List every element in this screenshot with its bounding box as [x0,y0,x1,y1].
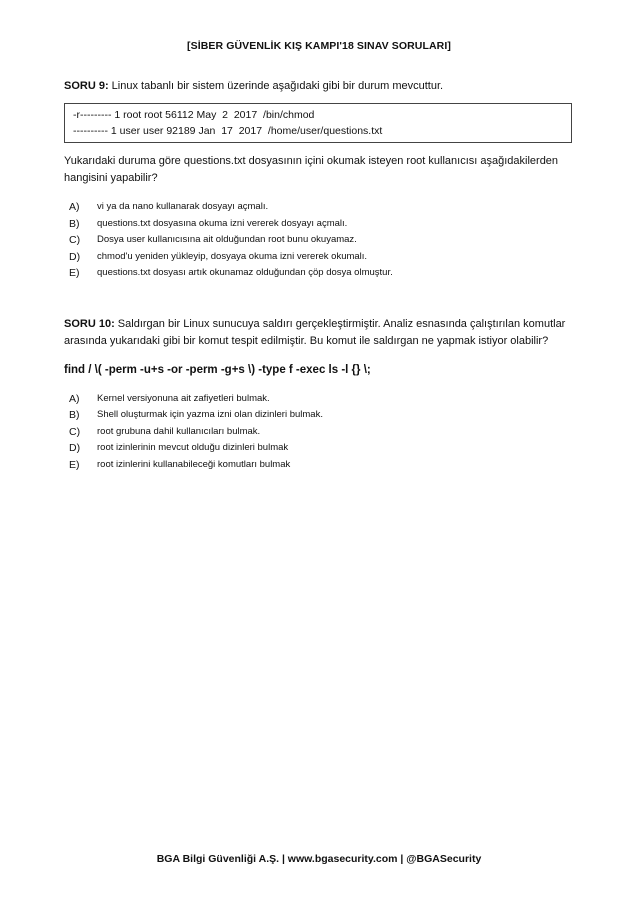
option-text: root izinlerini kullanabileceği komutları bulmak [97,458,291,470]
question-9-options [64,199,574,282]
option-letter: C) [69,234,81,246]
page-footer: BGA Bilgi Güvenliği A.Ş. | www.bgasecurity.com | @BGASecurity [156,853,482,865]
option-e [69,457,574,474]
question-9-text: Yukarıdaki duruma göre questions.txt dosyasının içini okumak isteyen root kullanıcısı aşağıdakilerden hangisini yapabilir? [64,155,559,184]
question-10-options [64,391,574,474]
option-b [69,407,574,424]
option-text: questions.txt dosyasına okuma izni vererek dosyayı açmalı. [97,217,348,229]
option-letter: D) [69,442,81,454]
code-line: -r--------- 1 root root 56112 May 2 2017 /bin/chmod [73,109,315,121]
option-letter: E) [69,267,80,279]
option-c [69,232,574,249]
code-line: ---------- 1 user user 92189 Jan 17 2017 /home/user/questions.txt [73,125,383,137]
option-a [69,199,574,216]
option-text: root izinlerinin mevcut olduğu dizinleri bulmak [97,442,289,453]
command-text: find / \( -perm -u+s -or -perm -g+s \) -type f -exec ls -l {} \; [64,363,371,376]
question-10-text: Saldırgan bir Linux sunucuya saldırı gerçekleştirmiştir. Analiz esnasında çalıştırılan komutlar arasında yukarıdaki gibi bir komut tespit edilmiştir. Bu komut ile saldırgan ne yapmak istiyor olabilir? [64,317,566,347]
option-text: vi ya da nano kullanarak dosyayı açmalı. [97,201,269,212]
option-text: root grubuna dahil kullanıcıları bulmak. [97,425,261,437]
option-d [69,249,574,266]
question-10 [64,316,574,350]
page-header: [SİBER GÜVENLİK KIŞ KAMPI'18 SINAV SORULARI] [187,40,451,52]
option-letter: D) [69,250,81,263]
question-10-label: SORU 10: [64,317,115,330]
option-text: Dosya user kullanıcısına ait olduğundan root bunu okuyamaz. [97,234,357,245]
question-9-intro: Linux tabanlı bir sistem üzerinde aşağıdaki gibi bir durum mevcuttur. [108,80,444,92]
option-letter: A) [69,201,80,213]
option-e [69,265,574,282]
option-letter: E) [69,458,80,471]
option-letter: C) [69,425,81,438]
option-text: Shell oluşturmak için yazma izni olan dizinleri bulmak. [97,409,323,420]
question-9-label: SORU 9: [64,80,109,92]
option-letter: A) [69,392,80,405]
question-9 [64,78,574,95]
option-text: Kernel versiyonuna ait zafiyetleri bulmak. [97,392,270,404]
option-letter: B) [69,217,80,230]
option-c [69,424,574,441]
page-content [64,78,574,473]
option-b [69,216,574,233]
code-box [64,103,572,143]
option-text: chmod'u yeniden yükleyip, dosyaya okuma izni vererek okumalı. [97,250,368,262]
option-a [69,391,574,408]
option-letter: B) [69,409,80,421]
option-text: questions.txt dosyası artık okunamaz olduğundan çöp dosya olmuştur. [97,267,393,278]
option-d [69,440,574,457]
